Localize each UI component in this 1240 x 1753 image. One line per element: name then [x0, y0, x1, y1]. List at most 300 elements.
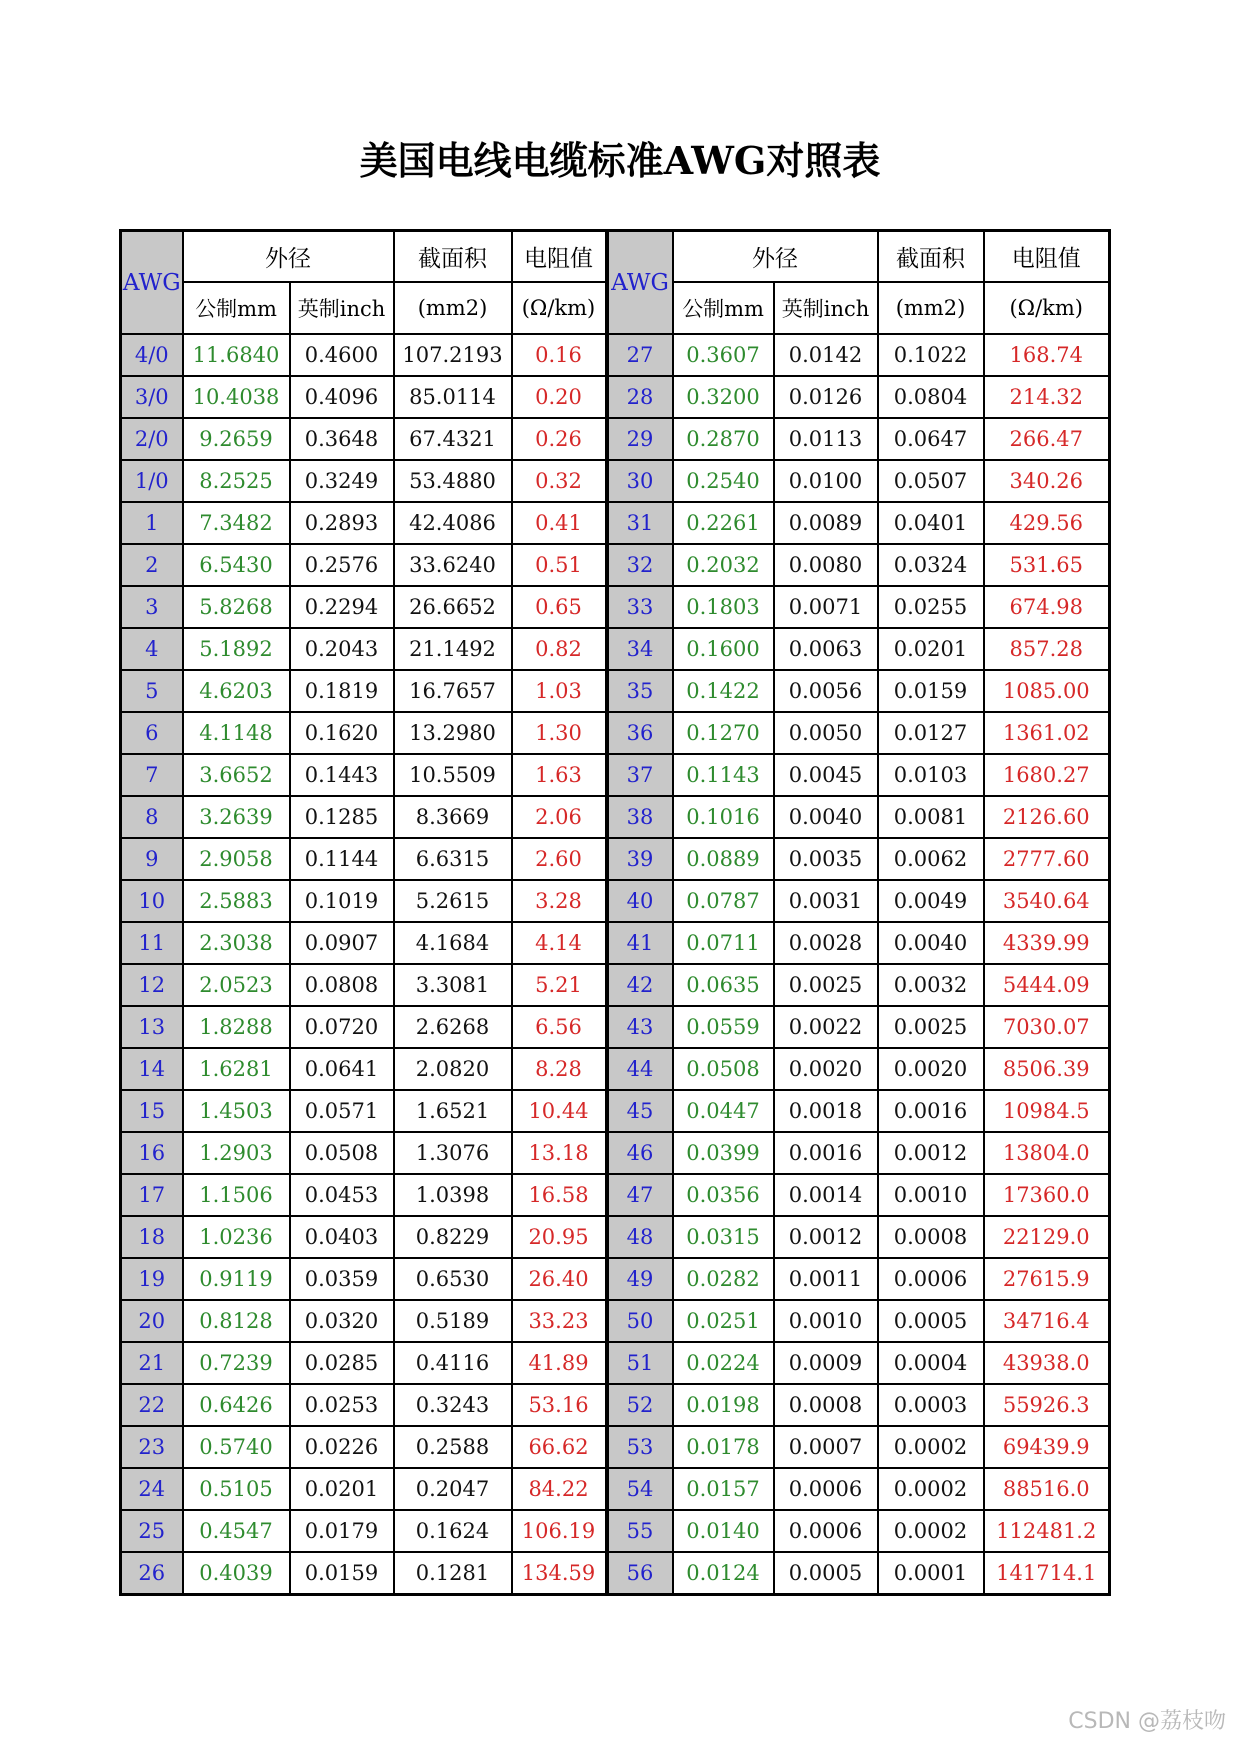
- cross-section-cell-left: 42.4086: [394, 502, 512, 544]
- imperial-inch-cell-left: 0.2043: [290, 628, 394, 670]
- resistance-cell-left: 1.30: [512, 712, 607, 754]
- cross-section-cell-right: 0.0081: [878, 796, 984, 838]
- table-row: [121, 1426, 1110, 1468]
- metric-mm-cell-right: 0.0282: [673, 1258, 774, 1300]
- imperial-inch-cell-right: 0.0018: [774, 1090, 878, 1132]
- awg-cell-left: 4/0: [121, 334, 183, 376]
- cross-section-cell-right: 0.0127: [878, 712, 984, 754]
- awg-cell-left: 20: [121, 1300, 183, 1342]
- awg-cell-right: 37: [607, 754, 673, 796]
- metric-mm-cell-right: 0.2261: [673, 502, 774, 544]
- metric-mm-cell-left: 5.8268: [183, 586, 290, 628]
- imperial-inch-cell-right: 0.0028: [774, 922, 878, 964]
- cross-section-cell-right: 0.0002: [878, 1510, 984, 1552]
- cross-section-cell-right: 0.0002: [878, 1468, 984, 1510]
- table-row: [121, 838, 1110, 880]
- resistance-cell-right: 8506.39: [984, 1048, 1110, 1090]
- metric-mm-cell-right: 0.0178: [673, 1426, 774, 1468]
- area-unit-header-right: (mm2): [878, 282, 984, 334]
- metric-mm-cell-right: 0.1143: [673, 754, 774, 796]
- imperial-header-left: 英制inch: [290, 282, 394, 334]
- cross-section-cell-left: 0.4116: [394, 1342, 512, 1384]
- cross-section-cell-left: 0.3243: [394, 1384, 512, 1426]
- awg-cell-left: 24: [121, 1468, 183, 1510]
- awg-cell-right: 32: [607, 544, 673, 586]
- table-row: [121, 1510, 1110, 1552]
- resistance-cell-right: 4339.99: [984, 922, 1110, 964]
- awg-cell-left: 19: [121, 1258, 183, 1300]
- metric-mm-cell-left: 1.0236: [183, 1216, 290, 1258]
- cross-section-cell-right: 0.0002: [878, 1426, 984, 1468]
- imperial-inch-cell-right: 0.0056: [774, 670, 878, 712]
- resistance-cell-right: 2126.60: [984, 796, 1110, 838]
- table-row: [121, 418, 1110, 460]
- cross-section-cell-right: 0.0020: [878, 1048, 984, 1090]
- cross-section-cell-right: 0.0012: [878, 1132, 984, 1174]
- awg-cell-right: 46: [607, 1132, 673, 1174]
- metric-mm-cell-right: 0.0198: [673, 1384, 774, 1426]
- awg-cell-left: 17: [121, 1174, 183, 1216]
- cross-section-cell-right: 0.0016: [878, 1090, 984, 1132]
- imperial-inch-cell-right: 0.0014: [774, 1174, 878, 1216]
- resistance-unit-header-left: (Ω/km): [512, 282, 607, 334]
- table-row: [121, 1300, 1110, 1342]
- imperial-inch-cell-right: 0.0008: [774, 1384, 878, 1426]
- metric-mm-cell-left: 0.4039: [183, 1552, 290, 1595]
- resistance-cell-left: 6.56: [512, 1006, 607, 1048]
- metric-mm-cell-left: 0.5105: [183, 1468, 290, 1510]
- resistance-cell-left: 0.51: [512, 544, 607, 586]
- metric-mm-cell-left: 3.6652: [183, 754, 290, 796]
- cross-section-header-left: 截面积: [394, 231, 512, 283]
- resistance-cell-left: 3.28: [512, 880, 607, 922]
- imperial-inch-cell-left: 0.1144: [290, 838, 394, 880]
- cross-section-cell-left: 0.1624: [394, 1510, 512, 1552]
- cross-section-cell-right: 0.0005: [878, 1300, 984, 1342]
- table-row: [121, 670, 1110, 712]
- metric-mm-cell-right: 0.1600: [673, 628, 774, 670]
- cross-section-cell-right: 0.0401: [878, 502, 984, 544]
- awg-cell-left: 25: [121, 1510, 183, 1552]
- imperial-inch-cell-right: 0.0089: [774, 502, 878, 544]
- imperial-inch-cell-right: 0.0071: [774, 586, 878, 628]
- awg-cell-right: 47: [607, 1174, 673, 1216]
- imperial-inch-cell-left: 0.2294: [290, 586, 394, 628]
- resistance-cell-right: 22129.0: [984, 1216, 1110, 1258]
- metric-mm-cell-right: 0.1016: [673, 796, 774, 838]
- table-row: [121, 1216, 1110, 1258]
- cross-section-cell-left: 0.1281: [394, 1552, 512, 1595]
- awg-cell-right: 51: [607, 1342, 673, 1384]
- metric-mm-cell-right: 0.0224: [673, 1342, 774, 1384]
- resistance-cell-left: 1.03: [512, 670, 607, 712]
- awg-cell-right: 28: [607, 376, 673, 418]
- awg-cell-left: 1/0: [121, 460, 183, 502]
- metric-mm-cell-left: 4.1148: [183, 712, 290, 754]
- awg-cell-left: 9: [121, 838, 183, 880]
- table-row: [121, 502, 1110, 544]
- imperial-inch-cell-left: 0.2576: [290, 544, 394, 586]
- metric-mm-cell-right: 0.1803: [673, 586, 774, 628]
- resistance-cell-left: 8.28: [512, 1048, 607, 1090]
- awg-header-left: AWG: [121, 231, 183, 335]
- resistance-cell-right: 1085.00: [984, 670, 1110, 712]
- awg-cell-right: 43: [607, 1006, 673, 1048]
- awg-cell-right: 56: [607, 1552, 673, 1595]
- imperial-inch-cell-right: 0.0080: [774, 544, 878, 586]
- resistance-cell-right: 214.32: [984, 376, 1110, 418]
- metric-mm-cell-left: 10.4038: [183, 376, 290, 418]
- resistance-cell-right: 69439.9: [984, 1426, 1110, 1468]
- imperial-inch-cell-left: 0.0508: [290, 1132, 394, 1174]
- table-row: [121, 964, 1110, 1006]
- cross-section-cell-left: 107.2193: [394, 334, 512, 376]
- metric-mm-cell-right: 0.0508: [673, 1048, 774, 1090]
- cross-section-cell-left: 0.2588: [394, 1426, 512, 1468]
- metric-mm-cell-left: 0.9119: [183, 1258, 290, 1300]
- imperial-inch-cell-right: 0.0126: [774, 376, 878, 418]
- cross-section-cell-left: 6.6315: [394, 838, 512, 880]
- metric-mm-cell-left: 0.8128: [183, 1300, 290, 1342]
- resistance-cell-left: 2.60: [512, 838, 607, 880]
- awg-cell-left: 3/0: [121, 376, 183, 418]
- resistance-cell-left: 5.21: [512, 964, 607, 1006]
- resistance-cell-left: 16.58: [512, 1174, 607, 1216]
- awg-cell-left: 2: [121, 544, 183, 586]
- resistance-cell-left: 0.26: [512, 418, 607, 460]
- imperial-inch-cell-right: 0.0142: [774, 334, 878, 376]
- table-row: [121, 1384, 1110, 1426]
- metric-mm-cell-right: 0.1422: [673, 670, 774, 712]
- cross-section-cell-right: 0.0255: [878, 586, 984, 628]
- cross-section-cell-left: 1.0398: [394, 1174, 512, 1216]
- cross-section-cell-right: 0.0025: [878, 1006, 984, 1048]
- metric-mm-cell-right: 0.0559: [673, 1006, 774, 1048]
- imperial-inch-cell-right: 0.0012: [774, 1216, 878, 1258]
- awg-cell-right: 34: [607, 628, 673, 670]
- cross-section-cell-left: 0.2047: [394, 1468, 512, 1510]
- resistance-cell-left: 26.40: [512, 1258, 607, 1300]
- awg-cell-right: 36: [607, 712, 673, 754]
- metric-mm-cell-left: 3.2639: [183, 796, 290, 838]
- table-row: [121, 1468, 1110, 1510]
- metric-mm-cell-right: 0.2540: [673, 460, 774, 502]
- awg-cell-left: 10: [121, 880, 183, 922]
- resistance-cell-right: 168.74: [984, 334, 1110, 376]
- table-row: [121, 334, 1110, 376]
- resistance-cell-left: 134.59: [512, 1552, 607, 1595]
- table-row: [121, 1048, 1110, 1090]
- resistance-cell-left: 13.18: [512, 1132, 607, 1174]
- metric-mm-cell-left: 1.2903: [183, 1132, 290, 1174]
- imperial-inch-cell-right: 0.0113: [774, 418, 878, 460]
- resistance-cell-right: 13804.0: [984, 1132, 1110, 1174]
- imperial-inch-cell-left: 0.1285: [290, 796, 394, 838]
- imperial-inch-cell-left: 0.0201: [290, 1468, 394, 1510]
- imperial-inch-cell-right: 0.0035: [774, 838, 878, 880]
- imperial-inch-cell-right: 0.0006: [774, 1468, 878, 1510]
- resistance-cell-left: 33.23: [512, 1300, 607, 1342]
- awg-cell-right: 35: [607, 670, 673, 712]
- imperial-inch-cell-left: 0.0159: [290, 1552, 394, 1595]
- resistance-cell-left: 0.16: [512, 334, 607, 376]
- awg-cell-right: 38: [607, 796, 673, 838]
- resistance-cell-left: 0.41: [512, 502, 607, 544]
- resistance-cell-left: 2.06: [512, 796, 607, 838]
- resistance-cell-left: 106.19: [512, 1510, 607, 1552]
- awg-cell-left: 5: [121, 670, 183, 712]
- resistance-cell-right: 531.65: [984, 544, 1110, 586]
- imperial-inch-cell-left: 0.0403: [290, 1216, 394, 1258]
- imperial-inch-cell-right: 0.0020: [774, 1048, 878, 1090]
- imperial-inch-cell-left: 0.0253: [290, 1384, 394, 1426]
- cross-section-cell-left: 53.4880: [394, 460, 512, 502]
- resistance-cell-right: 141714.1: [984, 1552, 1110, 1595]
- metric-mm-cell-right: 0.0447: [673, 1090, 774, 1132]
- resistance-cell-left: 0.82: [512, 628, 607, 670]
- header-row-1: [121, 231, 1110, 283]
- imperial-inch-cell-right: 0.0063: [774, 628, 878, 670]
- metric-mm-cell-left: 9.2659: [183, 418, 290, 460]
- cross-section-cell-left: 3.3081: [394, 964, 512, 1006]
- cross-section-cell-right: 0.0647: [878, 418, 984, 460]
- imperial-inch-cell-left: 0.0226: [290, 1426, 394, 1468]
- resistance-cell-right: 857.28: [984, 628, 1110, 670]
- awg-cell-left: 8: [121, 796, 183, 838]
- resistance-cell-left: 53.16: [512, 1384, 607, 1426]
- imperial-inch-cell-left: 0.4600: [290, 334, 394, 376]
- awg-cell-right: 41: [607, 922, 673, 964]
- metric-mm-cell-left: 8.2525: [183, 460, 290, 502]
- resistance-cell-right: 340.26: [984, 460, 1110, 502]
- area-unit-header-left: (mm2): [394, 282, 512, 334]
- awg-cell-left: 4: [121, 628, 183, 670]
- table-row: [121, 544, 1110, 586]
- cross-section-cell-left: 1.6521: [394, 1090, 512, 1132]
- resistance-cell-right: 2777.60: [984, 838, 1110, 880]
- imperial-inch-cell-right: 0.0045: [774, 754, 878, 796]
- metric-mm-cell-left: 2.3038: [183, 922, 290, 964]
- cross-section-cell-left: 10.5509: [394, 754, 512, 796]
- awg-cell-left: 7: [121, 754, 183, 796]
- awg-cell-right: 27: [607, 334, 673, 376]
- imperial-inch-cell-right: 0.0025: [774, 964, 878, 1006]
- cross-section-cell-right: 0.0001: [878, 1552, 984, 1595]
- imperial-inch-cell-right: 0.0010: [774, 1300, 878, 1342]
- resistance-cell-right: 1680.27: [984, 754, 1110, 796]
- cross-section-cell-right: 0.1022: [878, 334, 984, 376]
- awg-cell-left: 22: [121, 1384, 183, 1426]
- cross-section-cell-left: 0.6530: [394, 1258, 512, 1300]
- imperial-inch-cell-right: 0.0016: [774, 1132, 878, 1174]
- resistance-cell-left: 0.65: [512, 586, 607, 628]
- cross-section-cell-left: 21.1492: [394, 628, 512, 670]
- metric-mm-cell-left: 5.1892: [183, 628, 290, 670]
- resistance-cell-right: 88516.0: [984, 1468, 1110, 1510]
- cross-section-cell-right: 0.0003: [878, 1384, 984, 1426]
- resistance-header-right: 电阻值: [984, 231, 1110, 283]
- cross-section-cell-left: 4.1684: [394, 922, 512, 964]
- metric-mm-cell-right: 0.3607: [673, 334, 774, 376]
- awg-cell-right: 39: [607, 838, 673, 880]
- awg-cell-right: 55: [607, 1510, 673, 1552]
- watermark: CSDN @荔枝吻: [1068, 1709, 1226, 1734]
- table-row: [121, 1174, 1110, 1216]
- cross-section-cell-left: 85.0114: [394, 376, 512, 418]
- awg-cell-left: 13: [121, 1006, 183, 1048]
- metric-mm-cell-right: 0.0635: [673, 964, 774, 1006]
- awg-cell-left: 15: [121, 1090, 183, 1132]
- imperial-inch-cell-left: 0.0285: [290, 1342, 394, 1384]
- metric-mm-cell-right: 0.0399: [673, 1132, 774, 1174]
- cross-section-cell-left: 2.6268: [394, 1006, 512, 1048]
- imperial-inch-cell-left: 0.0808: [290, 964, 394, 1006]
- awg-cell-left: 2/0: [121, 418, 183, 460]
- outer-diameter-header-right: 外径: [673, 231, 878, 283]
- imperial-inch-cell-left: 0.1819: [290, 670, 394, 712]
- metric-mm-cell-left: 6.5430: [183, 544, 290, 586]
- resistance-cell-left: 4.14: [512, 922, 607, 964]
- outer-diameter-header-left: 外径: [183, 231, 394, 283]
- resistance-cell-left: 10.44: [512, 1090, 607, 1132]
- table-row: [121, 376, 1110, 418]
- awg-cell-left: 18: [121, 1216, 183, 1258]
- awg-cell-right: 54: [607, 1468, 673, 1510]
- awg-cell-right: 53: [607, 1426, 673, 1468]
- imperial-inch-cell-left: 0.0179: [290, 1510, 394, 1552]
- imperial-inch-cell-right: 0.0006: [774, 1510, 878, 1552]
- awg-cell-left: 11: [121, 922, 183, 964]
- cross-section-cell-right: 0.0324: [878, 544, 984, 586]
- imperial-inch-cell-right: 0.0031: [774, 880, 878, 922]
- metric-mm-cell-left: 11.6840: [183, 334, 290, 376]
- cross-section-cell-left: 8.3669: [394, 796, 512, 838]
- cross-section-cell-left: 16.7657: [394, 670, 512, 712]
- metric-header-right: 公制mm: [673, 282, 774, 334]
- cross-section-cell-right: 0.0004: [878, 1342, 984, 1384]
- cross-section-cell-right: 0.0010: [878, 1174, 984, 1216]
- awg-cell-left: 16: [121, 1132, 183, 1174]
- cross-section-cell-right: 0.0103: [878, 754, 984, 796]
- cross-section-cell-right: 0.0006: [878, 1258, 984, 1300]
- imperial-inch-cell-left: 0.3249: [290, 460, 394, 502]
- resistance-cell-left: 1.63: [512, 754, 607, 796]
- metric-mm-cell-right: 0.1270: [673, 712, 774, 754]
- awg-cell-right: 40: [607, 880, 673, 922]
- table-row: [121, 586, 1110, 628]
- cross-section-cell-right: 0.0008: [878, 1216, 984, 1258]
- awg-cell-right: 48: [607, 1216, 673, 1258]
- table-row: [121, 754, 1110, 796]
- imperial-inch-cell-left: 0.0359: [290, 1258, 394, 1300]
- metric-mm-cell-left: 4.6203: [183, 670, 290, 712]
- metric-mm-cell-left: 1.4503: [183, 1090, 290, 1132]
- imperial-inch-cell-left: 0.0641: [290, 1048, 394, 1090]
- imperial-inch-cell-right: 0.0007: [774, 1426, 878, 1468]
- resistance-cell-right: 27615.9: [984, 1258, 1110, 1300]
- metric-mm-cell-right: 0.0787: [673, 880, 774, 922]
- cross-section-cell-left: 0.5189: [394, 1300, 512, 1342]
- resistance-cell-right: 674.98: [984, 586, 1110, 628]
- imperial-inch-cell-left: 0.1620: [290, 712, 394, 754]
- imperial-inch-cell-left: 0.0453: [290, 1174, 394, 1216]
- resistance-cell-left: 0.32: [512, 460, 607, 502]
- awg-cell-right: 44: [607, 1048, 673, 1090]
- resistance-cell-right: 7030.07: [984, 1006, 1110, 1048]
- awg-cell-right: 52: [607, 1384, 673, 1426]
- imperial-inch-cell-right: 0.0011: [774, 1258, 878, 1300]
- metric-mm-cell-right: 0.0711: [673, 922, 774, 964]
- metric-mm-cell-right: 0.0124: [673, 1552, 774, 1595]
- table-row: [121, 1552, 1110, 1595]
- resistance-cell-right: 1361.02: [984, 712, 1110, 754]
- resistance-header-left: 电阻值: [512, 231, 607, 283]
- resistance-cell-left: 84.22: [512, 1468, 607, 1510]
- resistance-cell-right: 429.56: [984, 502, 1110, 544]
- awg-cell-right: 49: [607, 1258, 673, 1300]
- imperial-header-right: 英制inch: [774, 282, 878, 334]
- table-row: [121, 1342, 1110, 1384]
- metric-mm-cell-left: 0.7239: [183, 1342, 290, 1384]
- imperial-inch-cell-right: 0.0022: [774, 1006, 878, 1048]
- awg-cell-left: 6: [121, 712, 183, 754]
- cross-section-cell-right: 0.0159: [878, 670, 984, 712]
- awg-cell-right: 29: [607, 418, 673, 460]
- resistance-cell-right: 55926.3: [984, 1384, 1110, 1426]
- imperial-inch-cell-left: 0.1443: [290, 754, 394, 796]
- table-row: [121, 1006, 1110, 1048]
- imperial-inch-cell-left: 0.0907: [290, 922, 394, 964]
- metric-mm-cell-left: 2.5883: [183, 880, 290, 922]
- metric-mm-cell-left: 0.4547: [183, 1510, 290, 1552]
- awg-cell-left: 12: [121, 964, 183, 1006]
- cross-section-cell-left: 0.8229: [394, 1216, 512, 1258]
- metric-mm-cell-right: 0.0889: [673, 838, 774, 880]
- cross-section-header-right: 截面积: [878, 231, 984, 283]
- awg-cell-left: 21: [121, 1342, 183, 1384]
- resistance-cell-left: 66.62: [512, 1426, 607, 1468]
- page-title: 美国电线电缆标准AWG对照表: [359, 138, 881, 183]
- awg-cell-right: 45: [607, 1090, 673, 1132]
- table-row: [121, 922, 1110, 964]
- resistance-cell-left: 20.95: [512, 1216, 607, 1258]
- cross-section-cell-left: 67.4321: [394, 418, 512, 460]
- cross-section-cell-left: 33.6240: [394, 544, 512, 586]
- metric-mm-cell-left: 0.5740: [183, 1426, 290, 1468]
- awg-cell-left: 26: [121, 1552, 183, 1595]
- metric-mm-cell-right: 0.0356: [673, 1174, 774, 1216]
- resistance-cell-right: 3540.64: [984, 880, 1110, 922]
- resistance-cell-right: 5444.09: [984, 964, 1110, 1006]
- awg-header-right: AWG: [607, 231, 673, 335]
- resistance-cell-right: 43938.0: [984, 1342, 1110, 1384]
- imperial-inch-cell-left: 0.0720: [290, 1006, 394, 1048]
- cross-section-cell-right: 0.0507: [878, 460, 984, 502]
- imperial-inch-cell-right: 0.0009: [774, 1342, 878, 1384]
- awg-cell-left: 3: [121, 586, 183, 628]
- resistance-cell-right: 34716.4: [984, 1300, 1110, 1342]
- awg-cell-right: 42: [607, 964, 673, 1006]
- metric-mm-cell-left: 2.0523: [183, 964, 290, 1006]
- table-row: [121, 880, 1110, 922]
- resistance-cell-left: 41.89: [512, 1342, 607, 1384]
- table-row: [121, 712, 1110, 754]
- cross-section-cell-left: 2.0820: [394, 1048, 512, 1090]
- awg-cell-right: 33: [607, 586, 673, 628]
- resistance-cell-left: 0.20: [512, 376, 607, 418]
- awg-cell-left: 23: [121, 1426, 183, 1468]
- cross-section-cell-right: 0.0201: [878, 628, 984, 670]
